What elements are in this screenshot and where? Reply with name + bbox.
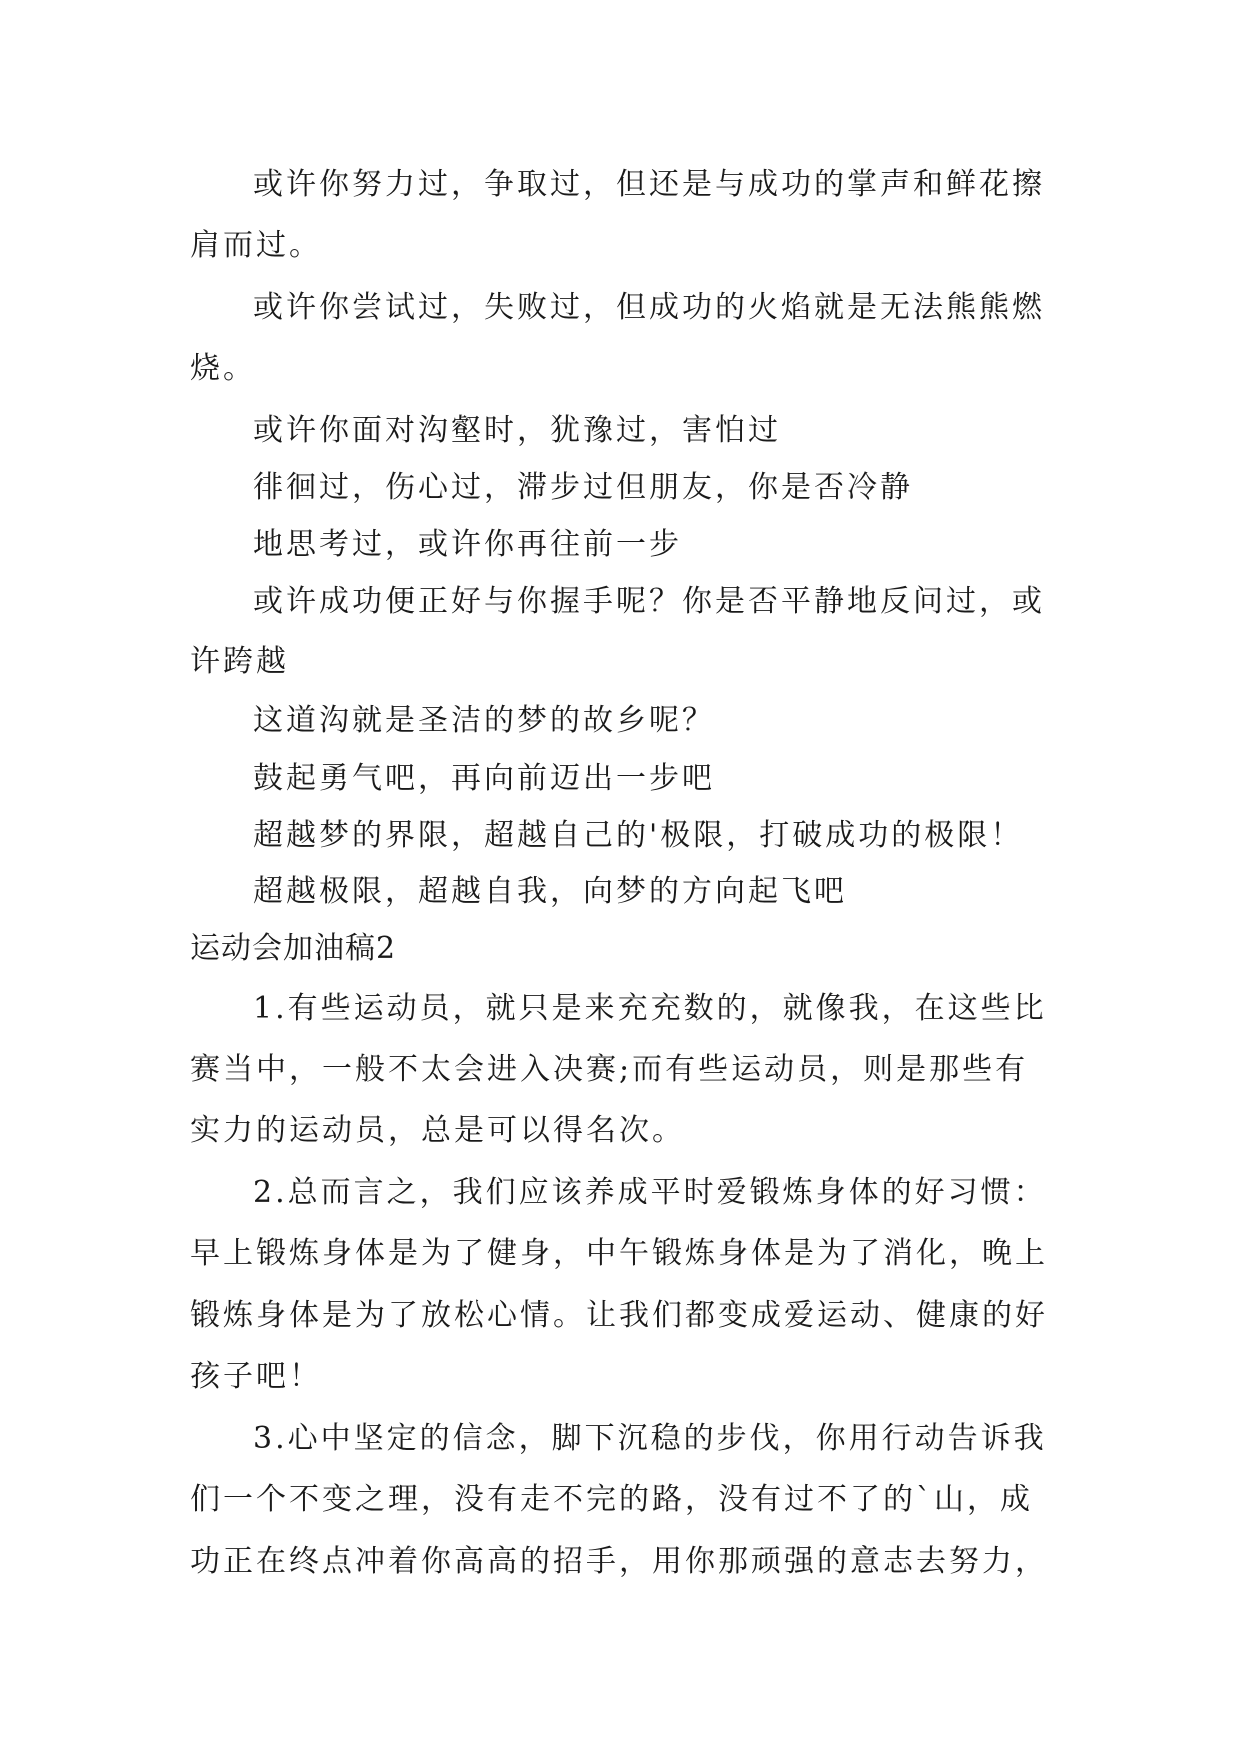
paragraph-line: 们一个不变之理，没有走不完的路，没有过不了的`山，成	[190, 1482, 1033, 1517]
paragraph-line: 超越梦的界限，超越自己的'极限，打破成功的极限！	[253, 818, 1024, 853]
paragraph-line: 鼓起勇气吧，再向前迈出一步吧	[253, 761, 715, 796]
paragraph-line: 超越极限，超越自我，向梦的方向起飞吧	[253, 874, 847, 909]
paragraph-line: 或许成功便正好与你握手呢？你是否平静地反问过，或	[253, 584, 1045, 619]
paragraph-line: 3.心中坚定的信念，脚下沉稳的步伐，你用行动告诉我	[253, 1421, 1047, 1456]
paragraph-line: 或许你面对沟壑时，犹豫过，害怕过	[253, 413, 781, 448]
paragraph-line: 实力的运动员，总是可以得名次。	[190, 1113, 685, 1148]
paragraph-line: 或许你努力过，争取过，但还是与成功的掌声和鲜花擦	[253, 167, 1045, 202]
paragraph-line: 或许你尝试过，失败过，但成功的火焰就是无法熊熊燃	[253, 290, 1045, 325]
paragraph-line: 1.有些运动员，就只是来充充数的，就像我，在这些比	[253, 991, 1047, 1026]
paragraph-line: 许跨越	[190, 644, 289, 679]
paragraph-line: 烧。	[190, 351, 256, 386]
paragraph-line: 这道沟就是圣洁的梦的故乡呢？	[253, 703, 715, 738]
paragraph-line: 早上锻炼身体是为了健身，中午锻炼身体是为了消化，晚上	[190, 1236, 1048, 1271]
section-heading: 运动会加油稿2	[190, 931, 397, 966]
paragraph-line: 地思考过，或许你再往前一步	[253, 527, 682, 562]
paragraph-line: 锻炼身体是为了放松心情。让我们都变成爱运动、健康的好	[190, 1298, 1048, 1333]
paragraph-line: 孩子吧！	[190, 1359, 322, 1394]
paragraph-line: 2.总而言之，我们应该养成平时爱锻炼身体的好习惯：	[253, 1175, 1047, 1210]
paragraph-line: 肩而过。	[190, 228, 322, 263]
paragraph-line: 功正在终点冲着你高高的招手，用你那顽强的意志去努力，	[190, 1544, 1048, 1579]
paragraph-line: 徘徊过，伤心过，滞步过但朋友，你是否冷静	[253, 470, 913, 505]
paragraph-line: 赛当中，一般不太会进入决赛;而有些运动员，则是那些有	[190, 1052, 1029, 1087]
